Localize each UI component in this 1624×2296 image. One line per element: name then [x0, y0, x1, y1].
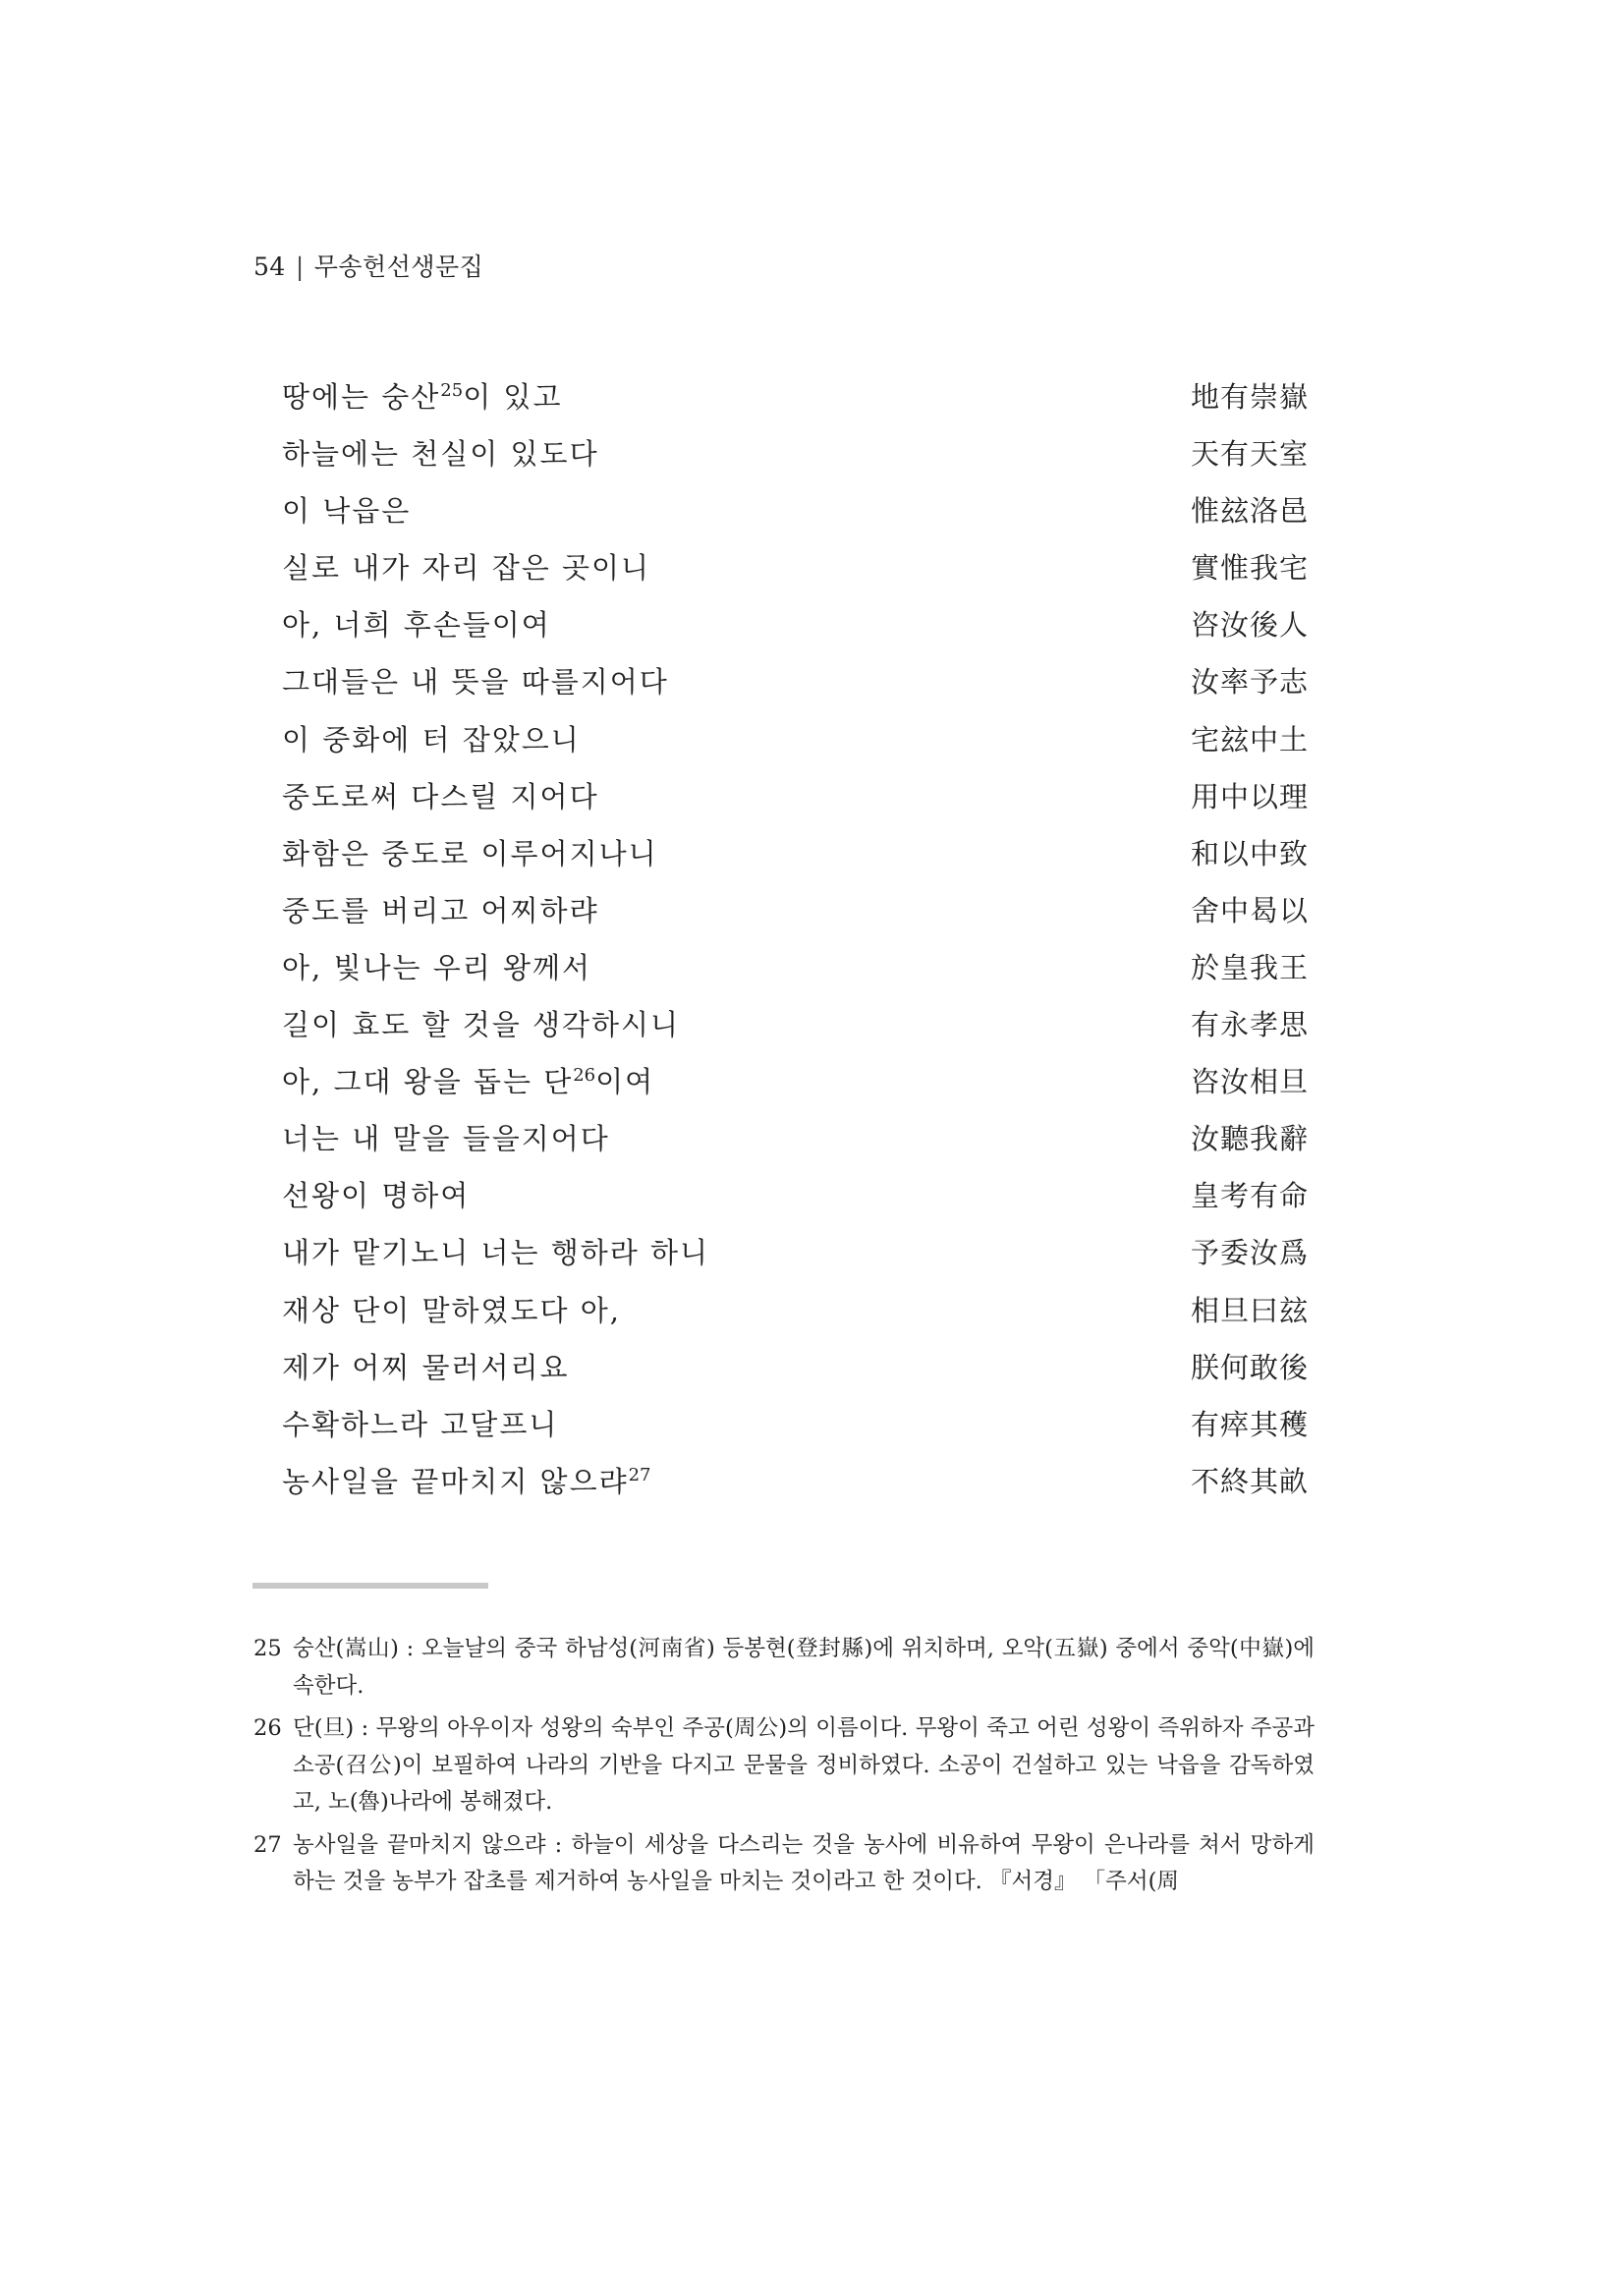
poem-line	[282, 482, 1309, 539]
hanja-verse: 有永孝思	[1190, 1008, 1309, 1042]
footnotes	[253, 1631, 1315, 1907]
footnote-ref: 27	[628, 1464, 651, 1485]
korean-verse	[282, 996, 680, 1053]
header-separator: |	[295, 252, 305, 281]
korean-verse	[282, 1167, 470, 1224]
footnote-rule	[252, 1583, 488, 1589]
poem-line	[282, 1282, 1309, 1339]
korean-verse-text: 아, 그대 왕을 돕는 단	[282, 1065, 574, 1099]
footnote	[253, 1631, 1315, 1705]
korean-verse-text: 하늘에는 천실이 있도다	[282, 437, 599, 472]
korean-verse-text: 이 낙읍은	[282, 494, 412, 529]
korean-verse-text: 농사일을 끝마치지 않으랴	[282, 1464, 629, 1498]
korean-verse-text: 아, 너희 후손들이여	[282, 608, 551, 643]
page-number: 54	[253, 252, 286, 281]
poem-line	[282, 596, 1309, 653]
korean-verse	[282, 596, 551, 653]
poem-line	[282, 1339, 1309, 1396]
korean-verse	[282, 1224, 709, 1281]
footnote-ref: 25	[440, 380, 464, 401]
poem-line	[282, 711, 1309, 768]
hanja-verse: 咨汝相旦	[1190, 1065, 1309, 1099]
hanja-verse: 皇考有命	[1190, 1179, 1309, 1213]
hanja-verse: 不終其畝	[1190, 1464, 1309, 1498]
korean-verse	[282, 539, 650, 596]
poem-line	[282, 653, 1309, 710]
korean-verse	[282, 1396, 558, 1453]
hanja-verse: 和以中致	[1190, 836, 1309, 870]
korean-verse-tail: 이 있고	[463, 380, 563, 414]
poem-line	[282, 882, 1309, 939]
korean-verse	[282, 939, 591, 996]
korean-verse-text: 땅에는 숭산	[282, 380, 441, 414]
hanja-verse: 咨汝後人	[1190, 608, 1309, 643]
korean-verse-text: 길이 효도 할 것을 생각하시니	[282, 1008, 681, 1042]
korean-verse-text: 아, 빛나는 우리 왕께서	[282, 950, 591, 984]
footnote-text: 농사일을 끝마치지 않으랴 : 하늘이 세상을 다스리는 것을 농사에 비유하여 무왕이 은나라를 쳐서 망하게 하는 것을 농부가 잡초를 제거하여 농사일을 마치는 것이라고 한 것이다. 『서경』 「주서(周	[293, 1831, 1315, 1894]
korean-verse-text: 중도를 버리고 어찌하랴	[282, 893, 599, 927]
footnote-text: 단(旦) : 무왕의 아우이자 성왕의 숙부인 주공(周公)의 이름이다. 무왕이 죽고 어린 성왕이 즉위하자 주공과 소공(召公)이 보필하여 나라의 기반을 다지고 문물을 정비하였다. 소공이 건설하고 있는 낙읍을 감독하였고, 노(魯)나라에 봉해졌다.	[293, 1715, 1315, 1815]
book-title: 무송헌선생문집	[313, 252, 484, 281]
poem-line	[282, 768, 1309, 825]
poem-line	[282, 1110, 1309, 1167]
korean-verse-text: 이 중화에 터 잡았으니	[282, 722, 581, 756]
hanja-verse: 有瘁其穫	[1190, 1407, 1309, 1441]
poem-line	[282, 539, 1309, 596]
poem-line	[282, 1167, 1309, 1224]
poem	[282, 368, 1309, 1510]
korean-verse	[282, 425, 599, 482]
poem-line	[282, 1396, 1309, 1453]
footnote-number: 26	[253, 1715, 282, 1741]
hanja-verse: 舍中曷以	[1190, 893, 1309, 927]
korean-verse	[282, 1053, 654, 1110]
poem-line	[282, 1224, 1309, 1281]
poem-line	[282, 939, 1309, 996]
korean-verse	[282, 368, 562, 425]
footnote-number: 25	[253, 1636, 282, 1661]
footnote-ref: 26	[573, 1065, 596, 1087]
running-header	[253, 248, 483, 283]
korean-verse-text: 재상 단이 말하였도다 아,	[282, 1293, 622, 1327]
footnote	[253, 1827, 1315, 1901]
korean-verse-tail: 이여	[595, 1065, 655, 1099]
korean-verse	[282, 711, 581, 768]
korean-verse-text: 선왕이 명하여	[282, 1179, 471, 1213]
korean-verse-text: 그대들은 내 뜻을 따를지어다	[282, 665, 669, 700]
korean-verse	[282, 1339, 570, 1396]
hanja-verse: 實惟我宅	[1190, 551, 1309, 586]
korean-verse-text: 실로 내가 자리 잡은 곳이니	[282, 551, 651, 586]
poem-line	[282, 425, 1309, 482]
korean-verse	[282, 1282, 621, 1339]
hanja-verse: 朕何敢後	[1190, 1350, 1309, 1384]
poem-line	[282, 996, 1309, 1053]
korean-verse	[282, 768, 599, 825]
hanja-verse: 宅玆中土	[1190, 722, 1309, 756]
poem-line	[282, 1053, 1309, 1110]
poem-line	[282, 1453, 1309, 1510]
korean-verse	[282, 653, 669, 710]
hanja-verse: 地有崇嶽	[1190, 380, 1309, 414]
hanja-verse: 相旦曰玆	[1190, 1293, 1309, 1327]
korean-verse-text: 내가 맡기노니 너는 행하라 하니	[282, 1236, 710, 1270]
korean-verse	[282, 825, 658, 882]
footnote	[253, 1710, 1315, 1821]
korean-verse	[282, 1110, 610, 1167]
korean-verse-text: 화함은 중도로 이루어지나니	[282, 836, 658, 870]
korean-verse	[282, 882, 599, 939]
korean-verse-text: 제가 어찌 물러서리요	[282, 1350, 570, 1384]
hanja-verse: 於皇我王	[1190, 950, 1309, 984]
poem-line	[282, 368, 1309, 425]
hanja-verse: 予委汝爲	[1190, 1236, 1309, 1270]
hanja-verse: 汝聽我辭	[1190, 1122, 1309, 1156]
korean-verse-text: 수확하느라 고달프니	[282, 1407, 559, 1441]
hanja-verse: 天有天室	[1190, 437, 1309, 472]
korean-verse-text: 너는 내 말을 들을지어다	[282, 1122, 610, 1156]
footnote-number: 27	[253, 1831, 282, 1858]
korean-verse-text: 중도로써 다스릴 지어다	[282, 779, 599, 813]
korean-verse	[282, 482, 411, 539]
hanja-verse: 汝率予志	[1190, 665, 1309, 700]
hanja-verse: 惟玆洛邑	[1190, 494, 1309, 529]
poem-line	[282, 825, 1309, 882]
footnote-text: 숭산(嵩山) : 오늘날의 중국 하남성(河南省) 등봉현(登封縣)에 위치하며, 오악(五嶽) 중에서 중악(中嶽)에 속한다.	[293, 1636, 1315, 1699]
hanja-verse: 用中以理	[1190, 779, 1309, 813]
korean-verse	[282, 1453, 651, 1510]
